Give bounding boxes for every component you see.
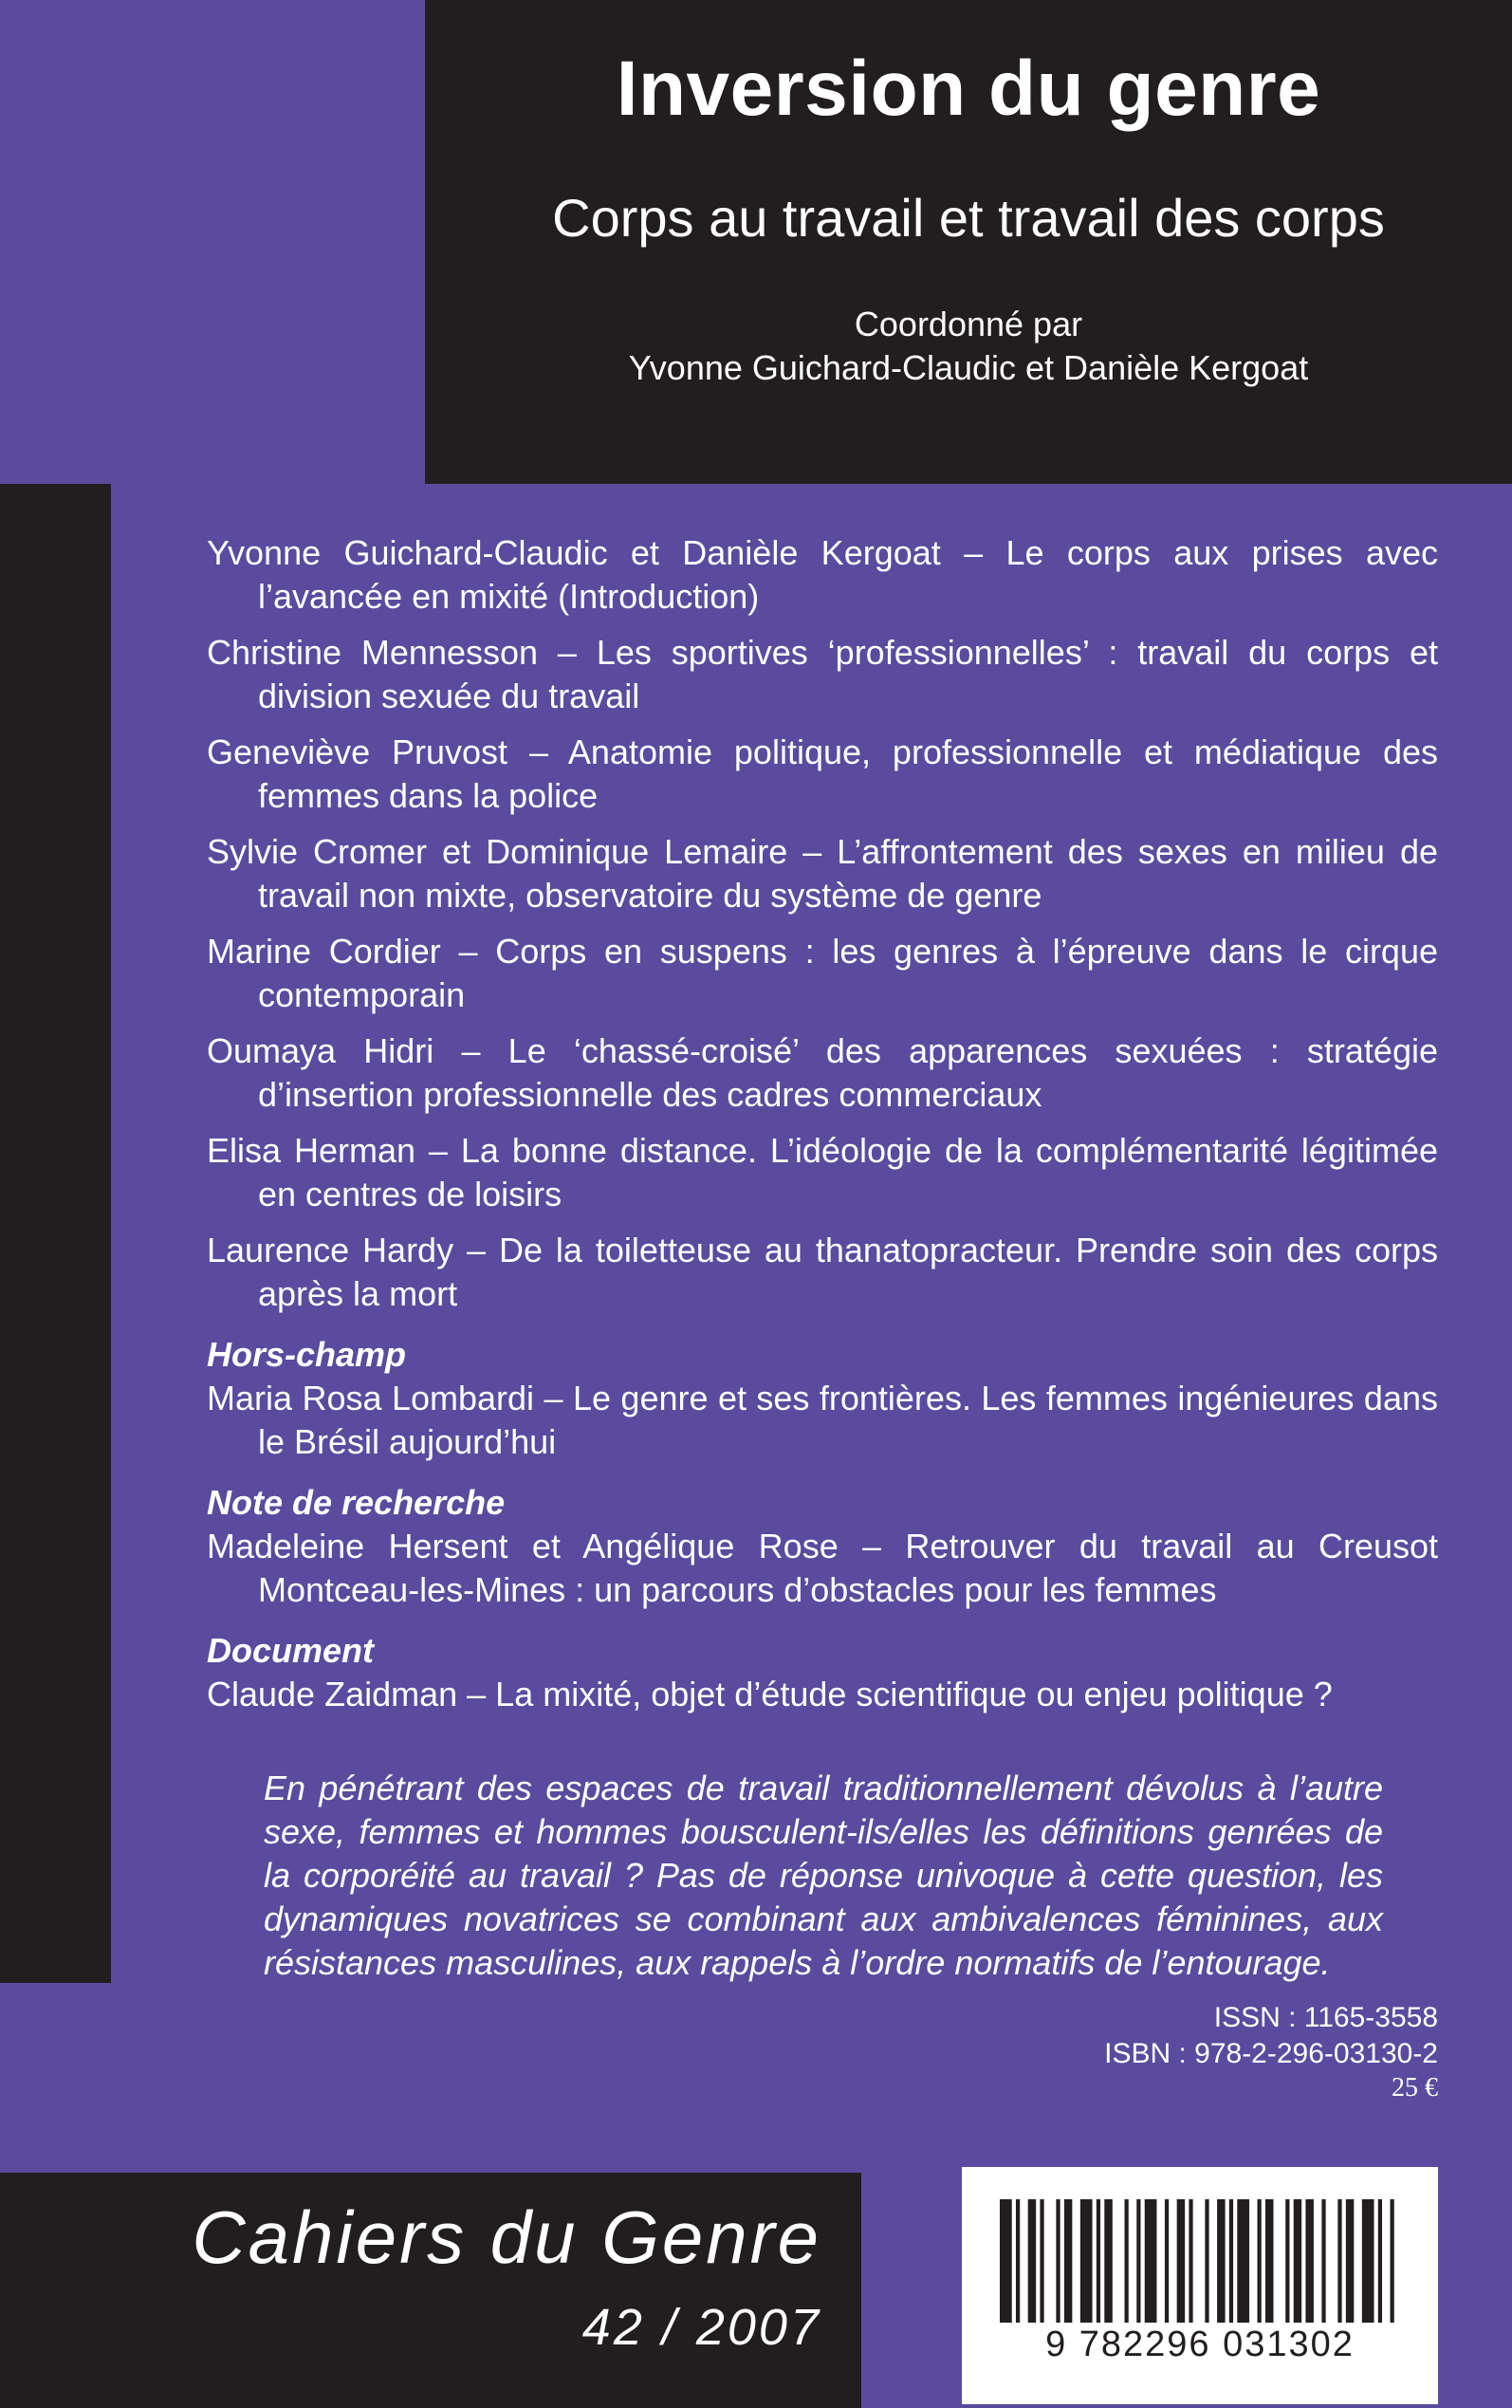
toc-entry: Yvonne Guichard-Claudic et Danièle Kergoat – Le corps aux prises avec l’avancée en mixité (Introduction) [207, 533, 1438, 616]
barcode-bar [1080, 2199, 1093, 2323]
barcode-bar [1000, 2199, 1012, 2323]
barcode-bars [1000, 2199, 1398, 2323]
barcode-bar [1305, 2199, 1313, 2323]
barcode-bar [1016, 2199, 1020, 2323]
barcode-bar [1294, 2199, 1301, 2323]
barcode-bar [1346, 2199, 1354, 2323]
barcode-bar [1237, 2199, 1249, 2323]
barcode-bar [1028, 2199, 1036, 2323]
blurb-text: En pénétrant des espaces de travail traditionnellement dévolus à l’autre sexe, femmes et hommes bousculent-ils/elles les définitions genrées de la corporéité au travail ? Pas de réponse univoque à cette question, les dynamiques novatrices se combinant aux ambivalences féminines, aux résistances masculines, aux rappels à l’ordre normatifs de l’entourage. [264, 1769, 1383, 1982]
toc-entry: Madeleine Hersent et Angélique Rose – Retrouver du travail au Creusot Montceau-les-Mines : un parcours d’obstacles pour les femmes [207, 1527, 1438, 1609]
isbn: ISBN : 978-2-296-03130-2 [1104, 2038, 1438, 2069]
section-heading-note: Note de recherche [207, 1483, 506, 1522]
barcode-bar [1217, 2199, 1225, 2323]
barcode-bar [1321, 2199, 1325, 2323]
book-title: Inversion du genre [616, 46, 1321, 132]
toc-entry: Elisa Herman – La bonne distance. L’idéologie de la complémentarité légitimée en centres de loisirs [207, 1131, 1438, 1213]
barcode-bar [1378, 2199, 1382, 2323]
left-decorative-bar [0, 484, 111, 1983]
barcode-bar [1097, 2199, 1100, 2323]
issue-number: 42 / 2007 [581, 2299, 821, 2356]
barcode-bar [1056, 2199, 1060, 2323]
barcode-bar [1229, 2199, 1233, 2323]
toc-entry: Marine Cordier – Corps en suspens : les genres à l’épreuve dans le cirque contemporain [207, 932, 1438, 1014]
barcode-bar [1205, 2199, 1208, 2323]
barcode-digits: 9 782296 031302 [1045, 2325, 1355, 2364]
section-heading-hors-champ: Hors-champ [207, 1335, 407, 1374]
toc-entry: Maria Rosa Lombardi – Le genre et ses frontières. Les femmes ingénieures dans le Brésil aujourd’hui [207, 1379, 1438, 1461]
footer-panel [0, 2173, 861, 2408]
toc-entry: Sylvie Cromer et Dominique Lemaire – L’affrontement des sexes en milieu de travail non mixte, observatoire du système de genre [207, 832, 1438, 915]
barcode-bar [1145, 2199, 1157, 2323]
barcode-bar [1040, 2199, 1043, 2323]
toc-entry: Christine Mennesson – Les sportives ‘professionnelles’ : travail du corps et division sexuée du travail [207, 633, 1438, 715]
price: 25 € [1392, 2073, 1438, 2102]
toc-entry: Claude Zaidman – La mixité, objet d’étude scientifique ou enjeu politique ? [207, 1675, 1333, 1713]
barcode-bar [1189, 2199, 1192, 2323]
barcode-bar [1362, 2199, 1374, 2323]
barcode-bar [1177, 2199, 1185, 2323]
barcode [962, 2167, 1438, 2404]
barcode-bar [1125, 2199, 1129, 2323]
barcode-bar [1064, 2199, 1072, 2323]
journal-name: Cahiers du Genre [192, 2195, 821, 2279]
table-of-contents [207, 531, 1438, 1729]
barcode-bar [1285, 2199, 1289, 2323]
coordinators: Yvonne Guichard-Claudic et Danièle Kergoat [628, 348, 1309, 387]
barcode-bar [1337, 2199, 1341, 2323]
coordinated-by-label: Coordonné par [854, 305, 1083, 343]
toc-entry: Laurence Hardy – De la toiletteuse au thanatopracteur. Prendre soin des corps après la mort [207, 1231, 1438, 1313]
toc-entry: Oumaya Hidri – Le ‘chassé-croisé’ des apparences sexuées : stratégie d’insertion professionnelle des cadres commerciaux [207, 1031, 1438, 1114]
book-subtitle: Corps au travail et travail des corps [552, 188, 1385, 248]
barcode-bar [1165, 2199, 1169, 2323]
section-heading-document: Document [207, 1631, 375, 1670]
barcode-bar [1258, 2199, 1262, 2323]
header-panel [425, 0, 1512, 484]
barcode-bar [1391, 2199, 1394, 2323]
toc-entry: Geneviève Pruvost – Anatomie politique, professionnelle et médiatique des femmes dans la police [207, 732, 1438, 815]
identifiers [1104, 2000, 1438, 2104]
barcode-bar [1104, 2199, 1112, 2323]
barcode-bar [1265, 2199, 1273, 2323]
issn: ISSN : 1165-3558 [1213, 2002, 1438, 2033]
barcode-bar [1136, 2199, 1140, 2323]
